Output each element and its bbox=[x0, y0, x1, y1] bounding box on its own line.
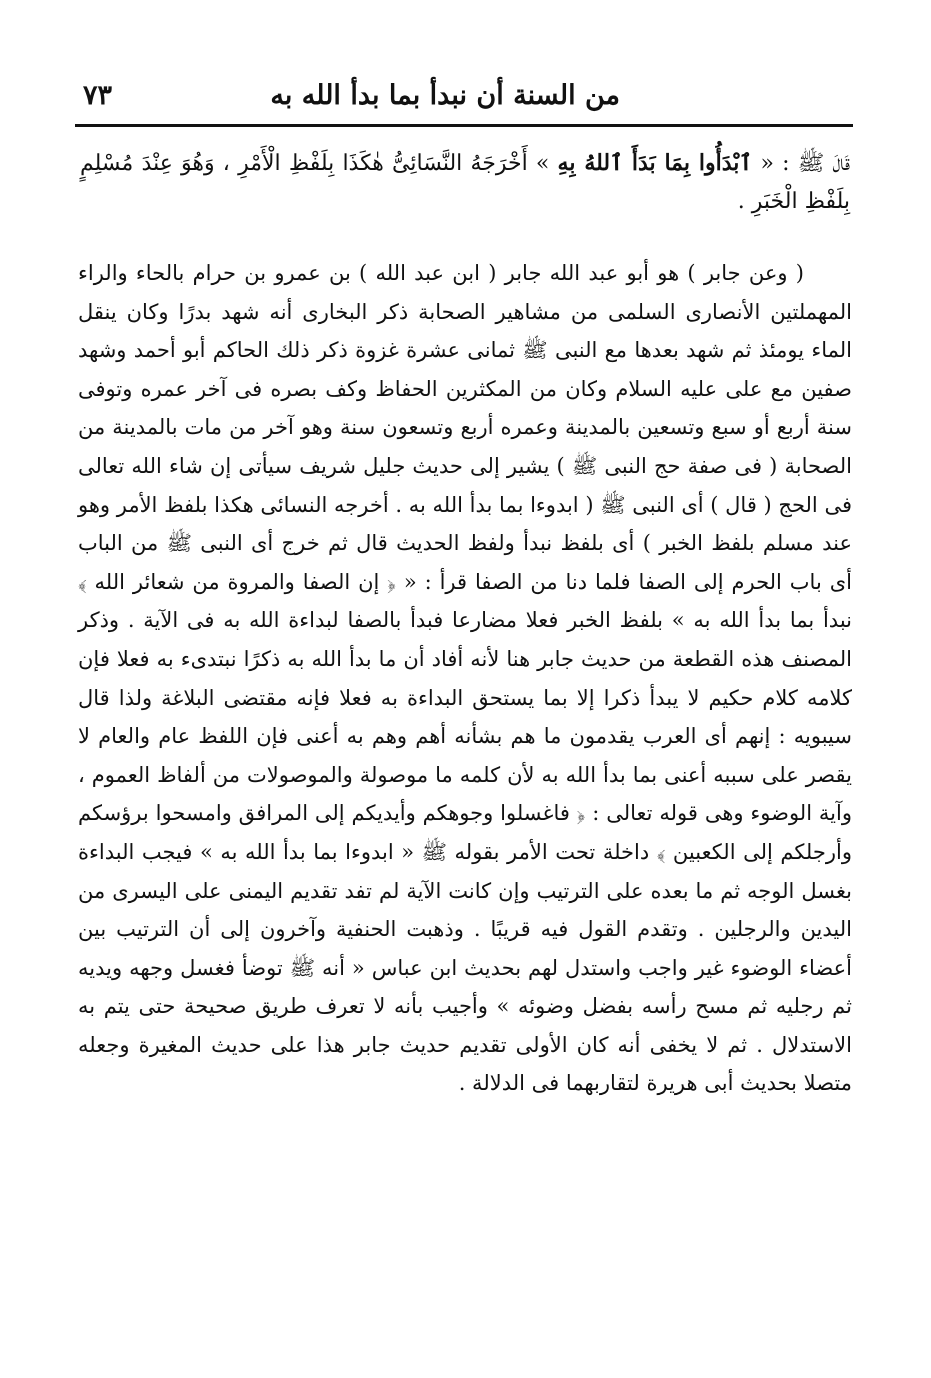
header-divider bbox=[75, 124, 853, 127]
page-number: ٧٣ bbox=[83, 80, 113, 111]
commentary-paragraph: ( وعن جابر ) هو أبو عبد الله جابر ( ابن عبد الله ) بن عمرو بن حرام بالحاء والراء المهملتين الأنصارى السلمى من مشاهير الصحابة ذكر البخارى أنه شهد بدرًا وكان ينقل الماء يومئذ ثم شهد بعدها مع النبى ﷺ ثمانى عشرة غزوة ذكر ذلك الحاكم أبو أحمد وشهد صفين مع على عليه السلام وكان من المكثرين الحفاظ وكف بصره فى آخر عمره وتوفى سنة أربع أو سبع وتسعين بالمدينة وعمره أربع وتسعون سنة وهو آخر من مات بالمدينة من الصحابة ( فى صفة حج النبى ﷺ ) يشير إلى حديث جليل شريف سيأتى إن شاء الله تعالى فى الحج ( قال ) أى النبى ﷺ ( ابدوءا بما بدأ الله به . أخرجه النسائى هكذا بلفظ الأمر وهو عند مسلم بلفظ الخبر ) أى بلفظ نبدأ ولفظ الحديث قال ثم خرج أى النبى ﷺ من الباب أى باب الحرم إلى الصفا فلما دنا من الصفا قرأ : « ﴿ إن الصفا والمروة من شعائر الله ﴾ نبدأ بما بدأ الله به » بلفظ الخبر فعلا مضارعا فبدأ بالصفا لبداءة الله به فى الآية . وذكر المصنف هذه القطعة من حديث جابر هنا لأنه أفاد أن ما بدأ الله به ذكرًا نبتدىء به فعلا فإن كلامه كلام حكيم لا يبدأ ذكرا إلا بما يستحق البداءة به فعلا فإنه مقتضى البلاغة ولذا قال سيبويه : إنهم أى العرب يقدمون ما هم بشأنه أهم وهم به أعنى فإن اللفظ عام والعام لا يقصر على سببه أعنى بما بدأ الله به لأن كلمه ما موصولة والموصولات من ألفاظ العموم ، وآية الوضوء وهى قوله تعالى : ﴿ فاغسلوا وجوهكم وأيديكم إلى المرافق وامسحوا برؤسكم وأرجلكم إلى الكعبين ﴾ داخلة تحت الأمر بقوله ﷺ « ابدوءا بما بدأ الله به » فيجب البداءة بغسل الوجه ثم ما بعده على الترتيب وإن كانت الآية لم تفد تقديم اليمنى على اليسرى من اليدين والرجلين . وتقدم القول فيه قريبًا . وذهبت الحنفية وآخرون إلى أن الترتيب بين أعضاء الوضوء غير واجب واستدل لهم بحديث ابن عباس « أنه ﷺ توضأ فغسل وجهه ويديه ثم رجليه ثم مسح رأسه بفضل وضوئه » وأجيب بأنه لا تعرف طريق صحيحة حتى يتم به الاستدلال . ثم لا يخفى أنه كان الأولى تقديم حديث جابر هذا على حديث المغيرة وجعله متصلا بحديث أبى هريرة لتقاربهما فى الدلالة . bbox=[78, 261, 852, 1096]
hadith-lead: قَالَ ﷺ : « bbox=[760, 151, 850, 176]
hadith-rest: » أَخْرَجَهُ النَّسَائِىُّ هٰكَذَا بِلَفْظِ الْأَمْرِ ، وَهُوَ عِنْدَ مُسْلِمٍ بِلَفْظِ الْخَبَرِ . bbox=[80, 151, 850, 214]
commentary-section bbox=[78, 254, 852, 1324]
page-header bbox=[75, 78, 855, 118]
hadith-quote: ٱبْدَأُوا بِمَا بَدَأَ ٱللهُ بِهِ bbox=[557, 150, 753, 176]
running-title: من السنة أن نبدأ بما بدأ الله به bbox=[270, 80, 620, 111]
hadith-text bbox=[80, 144, 850, 221]
